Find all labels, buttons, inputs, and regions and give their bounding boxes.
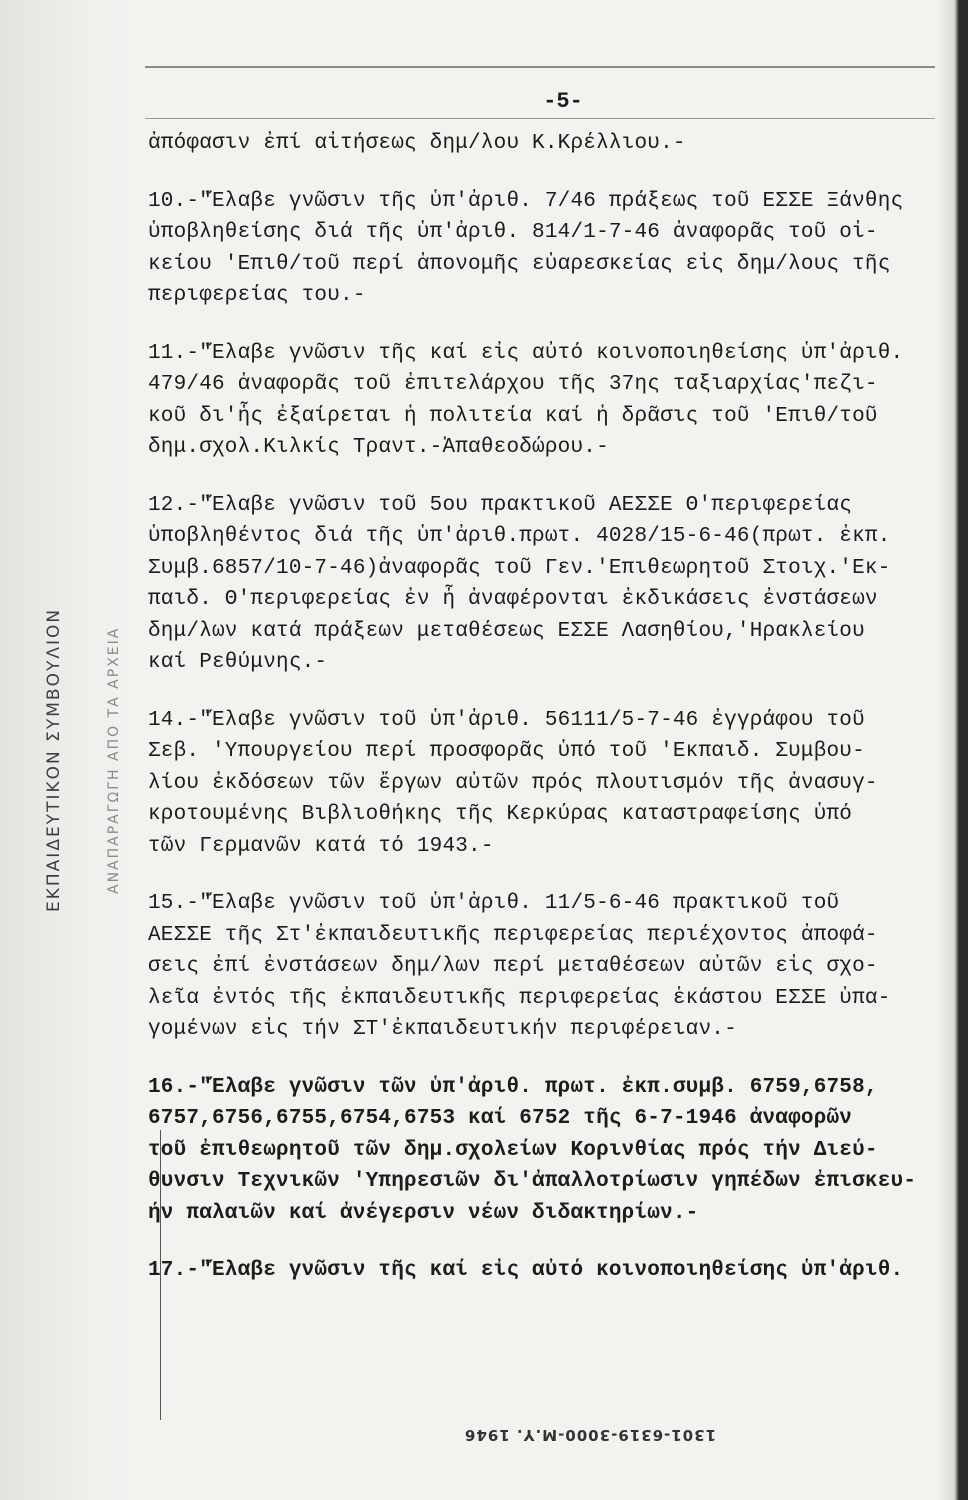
intro-line: ἀπόφασιν ἐπί αἰτήσεως δημ/λου Κ.Κρέλλιου.- [148,132,686,155]
item-paragraph [148,888,938,1046]
page-number: -5- [543,89,583,114]
text-line: σεις ἐπί ἐνστάσεων δημ/λων περί μεταθέσεων αὐτῶν εἰς σχο- [148,955,878,978]
text-line: κροτουμένης Βιβλιοθήκης τῆς Κερκύρας καταστραφείσης ὑπό [148,803,853,826]
text-line: κοῦ δι'ἧς ἐξαίρεται ἡ πολιτεία καί ἡ δρᾶσις τοῦ 'Επιθ/τοῦ [148,404,878,428]
item-paragraph [148,705,938,863]
text-line: παιδ. Θ'περιφερείας ἐν ἧ ἀναφέρονται ἐκδικάσεις ἐνστάσεων [148,588,878,611]
text-line: 479/46 ἀναφορᾶς τοῦ ἐπιτελάρχου τῆς 37ης ταξιαρχίας'πεζι- [148,373,878,396]
text-line: 15.-"Ἔλαβε γνῶσιν τοῦ ὑπ'ἀριθ. 11/5-6-46 πρακτικοῦ τοῦ [148,892,840,915]
text-line: δημ/λων κατά πράξεων μεταθέσεως ΕΣΣΕ Λασηθίου,'Ηρακλείου [148,619,865,643]
text-line: 14.-"Ἔλαβε γνῶσιν τοῦ ὑπ'ἀριθ. 56111/5-7-46 ἐγγράφου τοῦ [148,708,865,732]
item-paragraph [148,490,938,679]
side-stamp: ΕΚΠΑΙΔΕΥΤΙΚΟΝ ΣΥΜΒΟΥΛΙΟΝ [44,607,64,913]
document-body [148,88,938,1313]
text-line: Σεβ. 'Υπουργείου περί προσφορᾶς ὑπό τοῦ 'Εκπαιδ. Συμβου- [148,740,865,763]
text-line: 11.-"Ἔλαβε γνῶσιν τῆς καί εἰς αὐτό κοινοποιηθείσης ὑπ'ἀριθ. [148,341,904,365]
text-line: ήν παλαιῶν καί ἀνέγερσιν νέων διδακτηρίων.- [148,1201,699,1225]
text-line: γομένων εἰς τήν ΣΤ'ἐκπαιδευτικήν περιφέρειαν.- [148,1018,737,1041]
page-edge-right [938,0,968,1500]
text-line: περιφερείας του.- [148,284,366,307]
side-stamp-faint: ΑΝΑΠΑΡΑΓΩΓΗ ΑΠΟ ΤΑ ΑΡΧΕΙΑ [106,626,122,894]
text-line: τῶν Γερμανῶν κατά τό 1943.- [148,834,494,858]
item-paragraph [148,186,938,312]
text-line: θυνσιν Τεχνικῶν 'Υπηρεσιῶν δι'ἀπαλλοτρίωσιν γηπέδων ἐπισκευ- [148,1170,917,1193]
item-paragraph [148,1255,938,1287]
text-line: 12.-"Ἔλαβε γνῶσιν τοῦ 5ου πρακτικοῦ ΑΕΣΣΕ Θ'περιφερείας [148,493,853,517]
text-line: ὑποβληθέντος διά τῆς ὑπ'ἀριθ.πρωτ. 4028/15-6-46(πρωτ. ἐκπ. [148,525,891,548]
items-list [148,186,938,1287]
text-line: τοῦ ἐπιθεωρητοῦ τῶν δημ.σχολείων Κορινθίας πρός τήν Διεύ- [148,1138,878,1162]
text-line: 10.-"Ἔλαβε γνῶσιν τῆς ὑπ'ἀριθ. 7/46 πράξεως τοῦ ΕΣΣΕ Ξάνθης [148,189,904,213]
text-line: 6757,6756,6755,6754,6753 καί 6752 τῆς 6-7-1946 ἀναφορῶν [148,1107,853,1130]
text-line: λεῖα ἐντός τῆς ἐκπαιδευτικῆς περιφερείας ἑκάστου ΕΣΣΕ ὑπα- [148,986,891,1010]
text-line: λίου ἐκδόσεων τῶν ἔργων αὐτῶν πρός πλουτισμόν τῆς ἀνασυγ- [148,771,878,795]
top-rule [145,66,935,68]
text-line: 17.-"Ἔλαβε γνῶσιν τῆς καί εἰς αὐτό κοινοποιηθείσης ὑπ'ἀριθ. [148,1259,904,1282]
text-line: καί Ρεθύμνης.- [148,651,328,674]
text-line: Συμβ.6857/10-7-46)ἀναφορᾶς τοῦ Γεν.'Επιθεωρητοῦ Στοιχ.'Εκ- [148,556,891,580]
item-paragraph [148,338,938,464]
text-line: 16.-"Ἔλαβε γνῶσιν τῶν ὑπ'ἀριθ. πρωτ. ἐκπ.συμβ. 6759,6758, [148,1075,878,1099]
footer-print: 1301-6319-3000-Μ.Υ. 1946 [463,1426,717,1444]
text-line: ΑΕΣΣΕ τῆς Στ'ἐκπαιδευτικῆς περιφερείας περιέχοντος ἀποφά- [148,923,878,947]
text-line: δημ.σχολ.Κιλκίς Τραντ.-Ἀπαθεοδώρου.- [148,436,609,459]
text-line: κείου 'Επιθ/τοῦ περί ἀπονομῆς εὐαρεσκείας εἰς δημ/λους τῆς [148,252,891,276]
text-line: ὑποβληθείσης διά τῆς ὑπ'ἀριθ. 814/1-7-46 ἀναφορᾶς τοῦ οἰ- [148,221,878,244]
item-paragraph [148,1072,938,1230]
